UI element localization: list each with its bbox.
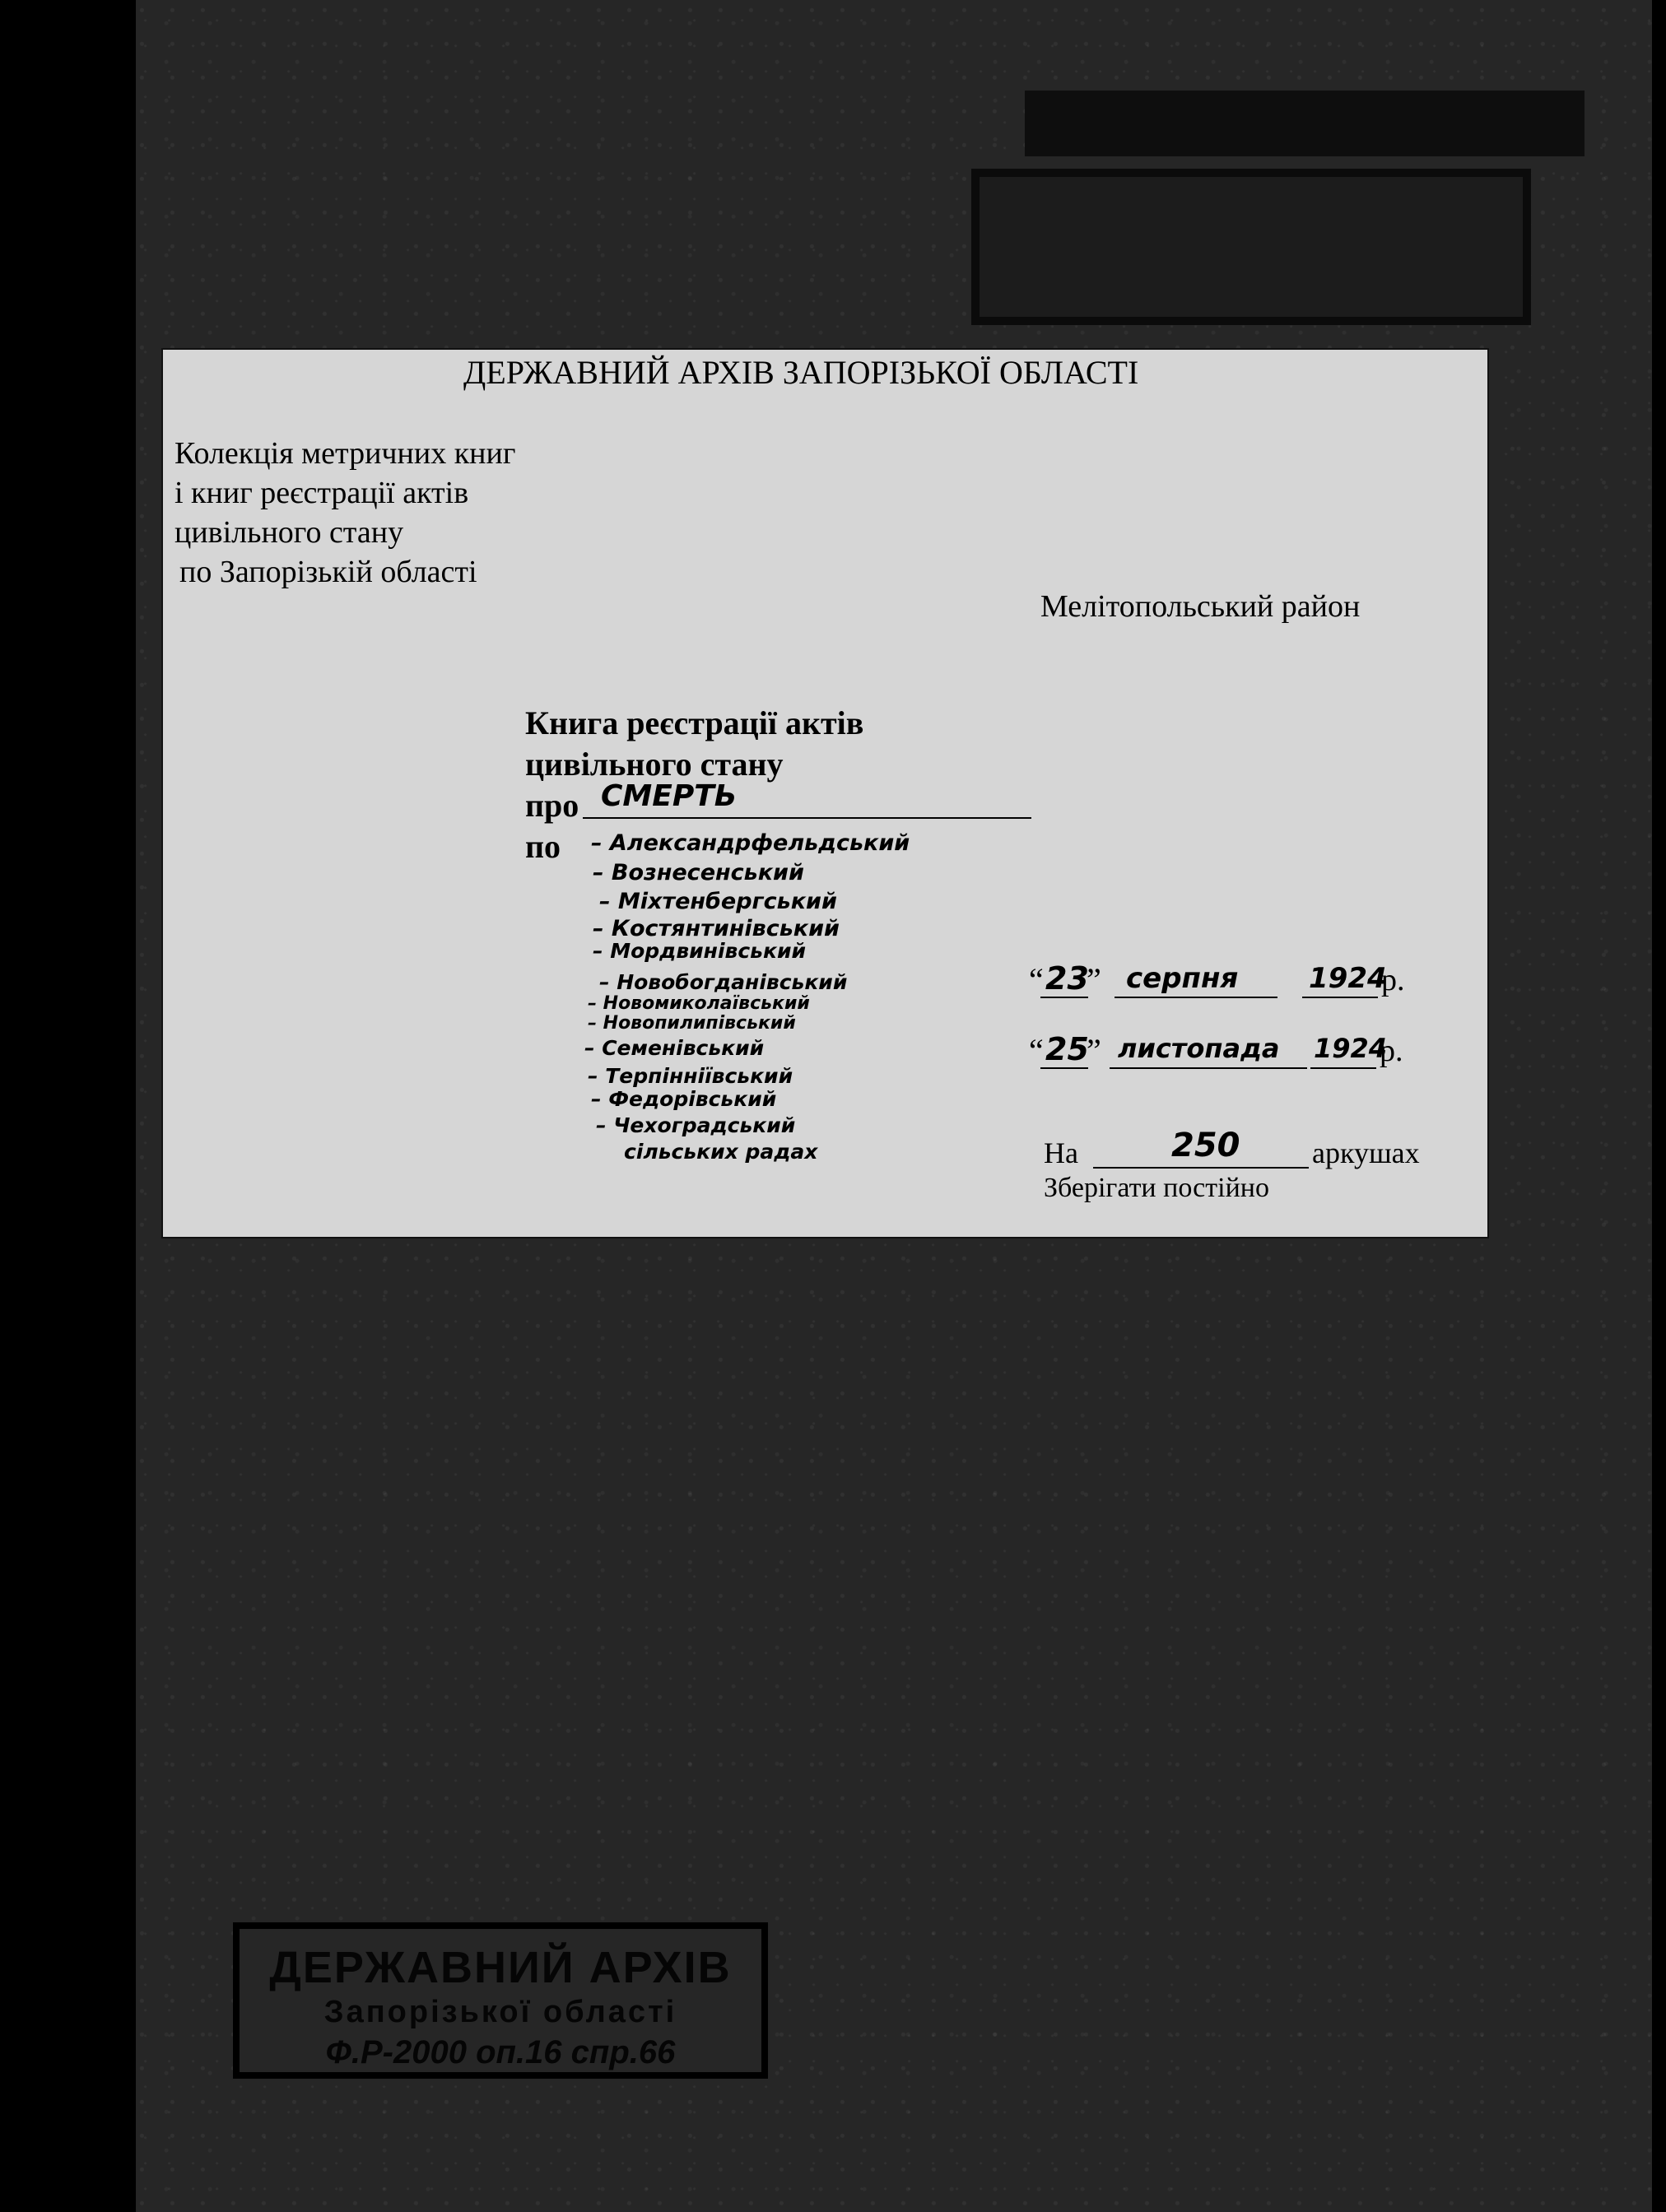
sheets-count: 250 bbox=[1171, 1127, 1240, 1164]
book-title-line: Книга реєстрації актів bbox=[525, 704, 864, 741]
date-end-day: 25 bbox=[1045, 1031, 1089, 1067]
council-item: – Семенівський bbox=[584, 1036, 765, 1060]
council-item: – Федорівський bbox=[591, 1087, 777, 1111]
about-value-handwritten: СМЕРТЬ bbox=[601, 779, 738, 813]
collection-line: Колекція метричних книг bbox=[175, 436, 516, 471]
date-start-month-underline bbox=[1115, 997, 1277, 998]
stamp-line: Ф.Р-2000 оп.16 спр.66 bbox=[325, 2034, 676, 2070]
council-item: – Костянтинівський bbox=[593, 916, 840, 941]
date-end-suffix: р. bbox=[1380, 1034, 1403, 1068]
council-item: – Терпінніївський bbox=[588, 1064, 793, 1088]
council-item: – Новобогданівський bbox=[599, 970, 848, 994]
date-end-month-underline bbox=[1110, 1067, 1307, 1069]
dark-stamp-block bbox=[971, 169, 1531, 325]
council-item: – Новопилипівський bbox=[588, 1013, 796, 1034]
about-label: про bbox=[525, 787, 579, 824]
council-footer: сільських радах bbox=[624, 1140, 818, 1164]
archive-stamp bbox=[233, 1922, 768, 2079]
council-item: – Міхтенбергський bbox=[599, 889, 837, 914]
date-end-year-underline bbox=[1310, 1067, 1376, 1069]
collection-line: цивільного стану bbox=[175, 515, 404, 550]
date-start-year-underline bbox=[1302, 997, 1378, 998]
date-end-close-quote: ” bbox=[1087, 1032, 1101, 1069]
council-item: – Мордвинівський bbox=[593, 939, 806, 963]
date-start-month: серпня bbox=[1126, 962, 1239, 995]
dark-stamp-bar bbox=[1025, 91, 1585, 156]
date-end-open-quote: “ bbox=[1029, 1032, 1044, 1069]
date-start-close-quote: ” bbox=[1087, 961, 1101, 998]
council-item: – Новомиколаївський bbox=[588, 993, 810, 1014]
stamp-line: Запорізької області bbox=[323, 1995, 677, 2029]
council-item: – Чехоградський bbox=[596, 1113, 796, 1137]
date-end-year: 1924 bbox=[1314, 1033, 1388, 1064]
council-item: – Вознесенський bbox=[593, 860, 804, 885]
council-item: – Александрфельдський bbox=[591, 830, 910, 856]
date-start-year: 1924 bbox=[1309, 962, 1387, 995]
stamp-line: ДЕРЖАВНИЙ АРХІВ bbox=[269, 1943, 732, 1992]
sheets-suffix: аркушах bbox=[1312, 1136, 1420, 1169]
about-underline bbox=[583, 817, 1031, 819]
storage-note: Зберігати постійно bbox=[1044, 1173, 1269, 1203]
district-name: Мелітопольський район bbox=[1040, 589, 1361, 624]
date-start-open-quote: “ bbox=[1029, 961, 1044, 998]
sheets-prefix: На bbox=[1044, 1136, 1078, 1169]
date-start-suffix: р. bbox=[1381, 963, 1405, 997]
book-title-line: цивільного стану bbox=[525, 746, 784, 783]
collection-line: по Запорізькій області bbox=[179, 555, 477, 589]
archive-label-sheet bbox=[161, 348, 1489, 1238]
archive-title: ДЕРЖАВНИЙ АРХІВ ЗАПОРІЗЬКОЇ ОБЛАСТІ bbox=[463, 354, 1139, 391]
date-end-day-underline bbox=[1040, 1067, 1088, 1069]
date-end-month: листопада bbox=[1118, 1033, 1280, 1064]
sheets-underline bbox=[1093, 1167, 1309, 1169]
collection-line: і книг реєстрації актів bbox=[175, 476, 469, 510]
date-start-day: 23 bbox=[1045, 960, 1089, 997]
date-start-day-underline bbox=[1040, 997, 1088, 998]
by-label: по bbox=[525, 828, 561, 865]
